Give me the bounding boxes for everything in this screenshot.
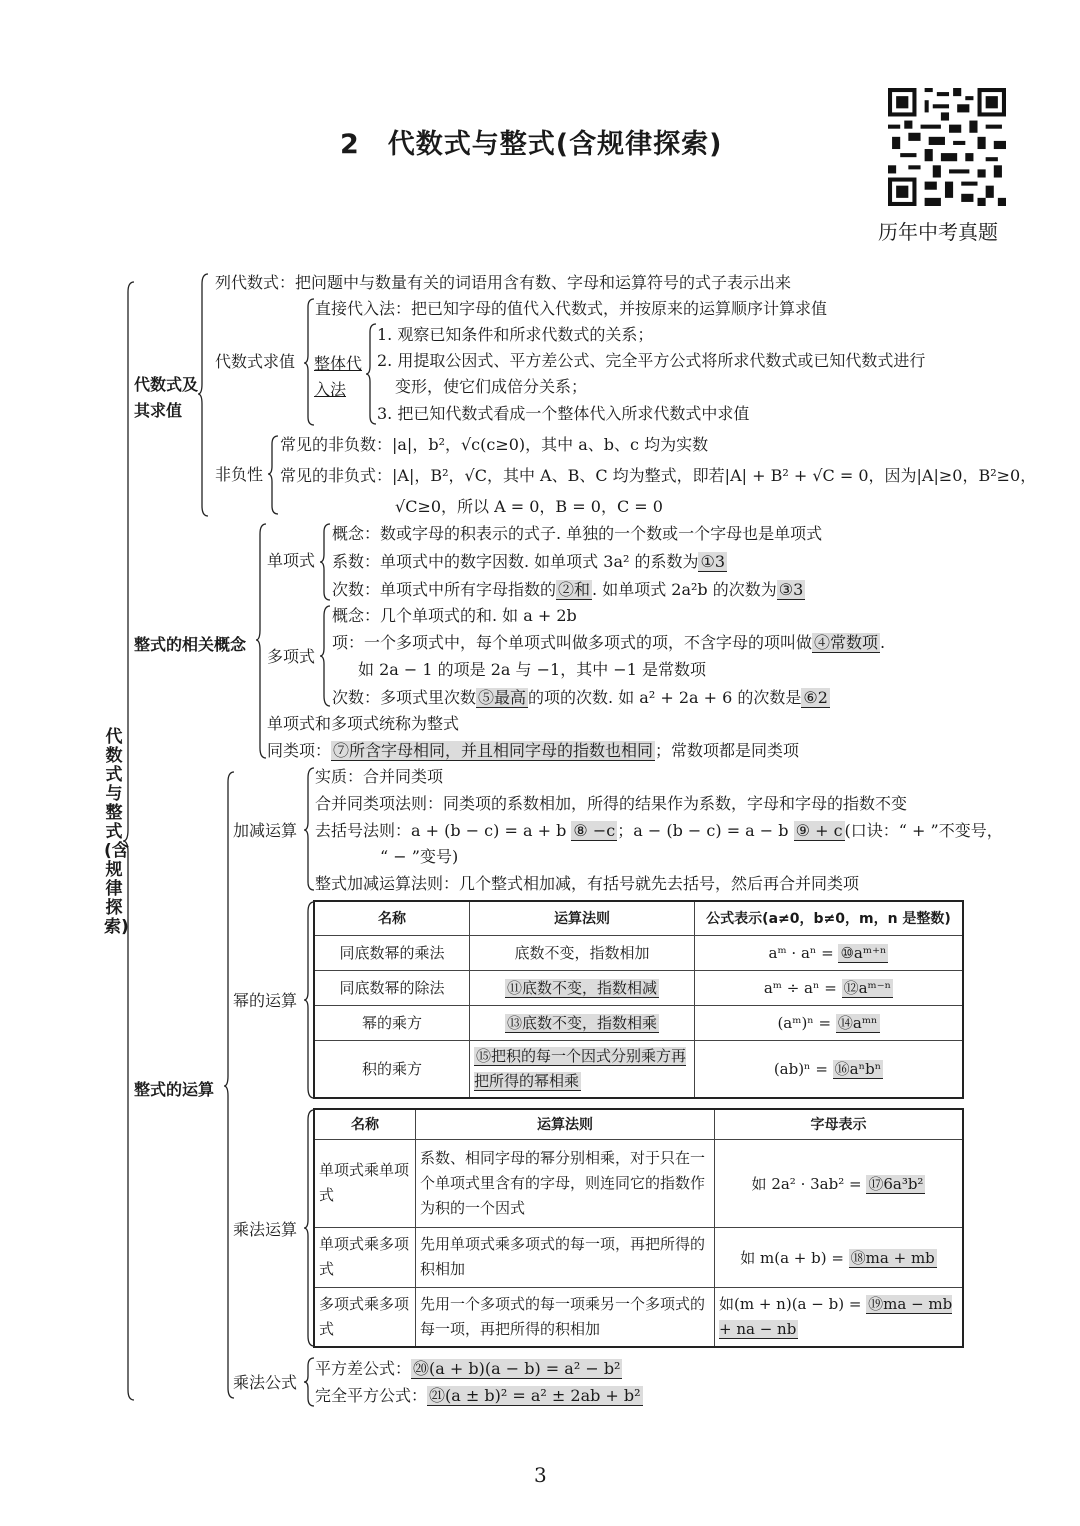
power-formula: aᵐ ÷ aⁿ = ⑫aᵐ⁻ⁿ (695, 970, 964, 1005)
whole-step-1: 1. 观察已知条件和所求代数式的关系； (377, 325, 654, 344)
mono-degree: 次数：单项式中所有字母指数的 ②和 . 如单项式 2a²b 的次数为 ③3 (332, 580, 804, 599)
sec1-bracket (196, 272, 212, 522)
add-label: 加减运算 (233, 821, 298, 840)
mult-name: 单项式乘单项式 (314, 1139, 416, 1227)
answer-14[interactable]: ⑭aᵐⁿ (837, 1014, 878, 1032)
power-formula: (ab)ⁿ = ⑯aⁿbⁿ (695, 1040, 964, 1098)
whole-substitution-label: 整体代入法 (314, 354, 363, 399)
whole-step-2b: 变形，使它们成倍分关系； (395, 377, 588, 396)
mult-formula: 如 m(a + b) = ⑱ma + mb (715, 1227, 964, 1287)
table-row (314, 935, 963, 970)
table-row (314, 1139, 963, 1227)
power-rule: 底数不变，指数相加 (470, 935, 695, 970)
fei-label: 非负性 (215, 465, 264, 484)
add-paren-2: “ − ”变号) (380, 847, 459, 866)
mult-formula: 如(m + n)(a − b) = ⑲ma − mb + na − nb (715, 1287, 964, 1347)
answer-8[interactable]: ⑧ −c (573, 821, 616, 840)
sec2-bracket (254, 522, 268, 762)
power-name: 幂的乘方 (314, 1005, 470, 1040)
answer-6[interactable]: ⑥2 (803, 688, 828, 707)
add-paren: 去括号法则：a + (b − c) = a + b ⑧ −c ；a − (b − c) = a − b ⑨ + c (口诀：“ + ”不变号， (315, 821, 1003, 840)
qr-code-icon[interactable] (888, 88, 1006, 206)
poly-bracket (318, 604, 332, 710)
answer-7[interactable]: ⑦所含字母相同，并且相同字母的指数也相同 (333, 741, 654, 760)
mult-header-name: 名称 (314, 1109, 416, 1139)
page-number: 3 (534, 1463, 547, 1487)
sec1-label-2: 其求值 (134, 401, 183, 420)
answer-3[interactable]: ③3 (778, 580, 804, 599)
power-formula: aᵐ · aⁿ = ⑩aᵐ⁺ⁿ (695, 935, 964, 970)
answer-11[interactable]: ⑪底数不变，指数相减 (506, 979, 657, 997)
unify-text: 单项式和多项式统称为整式 (267, 714, 460, 733)
mono-bracket (318, 522, 332, 602)
mult-label: 乘法运算 (233, 1220, 298, 1239)
whole-step-3: 3. 把已知代数式看成一个整体代入所求代数式中求值 (377, 404, 750, 423)
sec3-label: 整式的运算 (134, 1080, 215, 1099)
answer-5[interactable]: ⑤最高 (478, 688, 527, 707)
whole-bracket (364, 322, 378, 428)
table-row (314, 1227, 963, 1287)
sec1-label-1: 代数式及 (134, 375, 199, 394)
add-bracket (302, 766, 316, 894)
sec1-lie: 列代数式：把问题中与数量有关的词语用含有数、字母和运算符号的式子表示出来 (215, 273, 792, 292)
table-row (314, 1005, 963, 1040)
answer-9[interactable]: ⑨ + c (795, 821, 843, 840)
poly-term-example: 如 2a − 1 的项是 2a 与 −1，其中 −1 是常数项 (358, 660, 706, 679)
power-rule (470, 1040, 695, 1098)
sq-diff: 平方差公式： ⑳(a + b)(a − b) = a² − b² (315, 1359, 621, 1378)
poly-term: 项：一个多项式中，每个单项式叫做多项式的项，不含字母的项叫做 ④常数项 . (332, 633, 886, 652)
sec2-label: 整式的相关概念 (134, 635, 247, 654)
table-row (314, 1040, 963, 1098)
poly-degree: 次数：多项式里次数 ⑤最高 的项的次数. 如 a² + 2a + 6 的次数是 ⑥2 (332, 688, 828, 707)
answer-20[interactable]: ⑳(a + b)(a − b) = a² − b² (413, 1359, 621, 1378)
mult-formula: 如 2a² · 3ab² = ⑰6a³b² (715, 1139, 964, 1227)
power-label: 幂的运算 (233, 991, 298, 1010)
answer-16[interactable]: ⑯aⁿbⁿ (834, 1060, 882, 1079)
qr-caption: 历年中考真题 (878, 220, 998, 244)
answer-2[interactable]: ②和 (558, 580, 591, 599)
like-terms: 同类项： ⑦所含字母相同，并且相同字母的指数也相同 ；常数项都是同类项 (267, 741, 800, 760)
answer-1[interactable]: ①3 (700, 552, 726, 571)
mult-header-rule: 运算法则 (416, 1109, 715, 1139)
power-header-name: 名称 (314, 901, 470, 935)
mono-concept: 概念：数或字母的积表示的式子. 单独的一个数或一个字母也是单项式 (332, 524, 823, 543)
answer-17[interactable]: ⑰6a³b² (868, 1174, 924, 1193)
root-label: 代数式与整式(含规律探索) (104, 727, 129, 937)
power-name: 积的乘方 (314, 1040, 470, 1098)
formula-label: 乘法公式 (233, 1373, 298, 1392)
mult-table (313, 1108, 964, 1348)
answer-13[interactable]: ⑬底数不变，指数相乘 (506, 1014, 657, 1032)
fei-line-2: 常见的非负式：|A|，B²，√C，其中 A、B、C 均为整式，即若|A| + B² + √C = 0，因为|A|≥0，B²≥0， (280, 466, 1037, 485)
mult-name: 多项式乘多项式 (314, 1287, 416, 1347)
mult-rule: 先用单项式乘多项式的每一项，再把所得的积相加 (416, 1227, 715, 1287)
answer-18[interactable]: ⑱ma + mb (850, 1248, 935, 1267)
power-table (313, 900, 964, 1099)
mono-label: 单项式 (267, 551, 316, 570)
answer-15[interactable]: ⑮把积的每一个因式分别乘方再把所得的幂相乘 (474, 1046, 687, 1090)
answer-21[interactable]: ㉑(a ± b)² = a² ± 2ab + b² (429, 1386, 641, 1405)
answer-19[interactable]: ⑲ma − mb + na − nb (719, 1294, 953, 1338)
qiuzhi-label: 代数式求值 (215, 352, 296, 371)
answer-4[interactable]: ④常数项 (814, 633, 879, 652)
table-row (314, 970, 963, 1005)
power-rule (470, 1005, 695, 1040)
poly-label: 多项式 (267, 647, 316, 666)
answer-10[interactable]: ⑩aᵐ⁺ⁿ (840, 943, 887, 962)
power-name: 同底数幂的除法 (314, 970, 470, 1005)
formula-bracket (302, 1356, 316, 1408)
mult-header-formula: 字母表示 (715, 1109, 964, 1139)
power-name: 同底数幂的乘法 (314, 935, 470, 970)
add-merge: 合并同类项法则：同类项的系数相加，所得的结果作为系数，字母和字母的指数不变 (315, 794, 908, 813)
sq-full: 完全平方公式： ㉑(a ± b)² = a² ± 2ab + b² (315, 1386, 641, 1405)
answer-12[interactable]: ⑫aᵐ⁻ⁿ (843, 979, 892, 997)
mult-rule: 系数、相同字母的幂分别相乘，对于只在一个单项式里含有的字母，则连同它的指数作为积的一个因式 (416, 1139, 715, 1227)
fei-line-1: 常见的非负数：|a|，b²，√c(c≥0)，其中 a、b、c 均为实数 (280, 435, 709, 454)
sec3-bracket (222, 770, 236, 1400)
table-row (314, 1287, 963, 1347)
power-rule (470, 970, 695, 1005)
add-rule: 整式加减运算法则：几个整式相加减，有括号就先去括号，然后再合并同类项 (315, 874, 860, 893)
fei-line-3: √C≥0，所以 A = 0，B = 0，C = 0 (395, 497, 663, 516)
mult-name: 单项式乘多项式 (314, 1227, 416, 1287)
power-header-formula: 公式表示(a≠0，b≠0，m，n 是整数) (695, 901, 964, 935)
mono-coef: 系数：单项式中的数字因数. 如单项式 3a² 的系数为 ①3 (332, 552, 726, 571)
add-essence: 实质：合并同类项 (315, 767, 444, 786)
power-formula: (aᵐ)ⁿ = ⑭aᵐⁿ (695, 1005, 964, 1040)
whole-step-2: 2. 用提取公因式、平方差公式、完全平方公式将所求代数式或已知代数式进行 (377, 351, 926, 370)
poly-concept: 概念：几个单项式的和. 如 a + 2b (332, 606, 577, 625)
fei-bracket (266, 434, 280, 518)
mult-rule: 先用一个多项式的每一项乘另一个多项式的每一项，再把所得的积相加 (416, 1287, 715, 1347)
power-header-rule: 运算法则 (470, 901, 695, 935)
page-title: 2 代数式与整式(含规律探索) (340, 129, 723, 160)
qiuzhi-direct: 直接代入法：把已知字母的值代入代数式，并按原来的运算顺序计算求值 (315, 299, 828, 318)
